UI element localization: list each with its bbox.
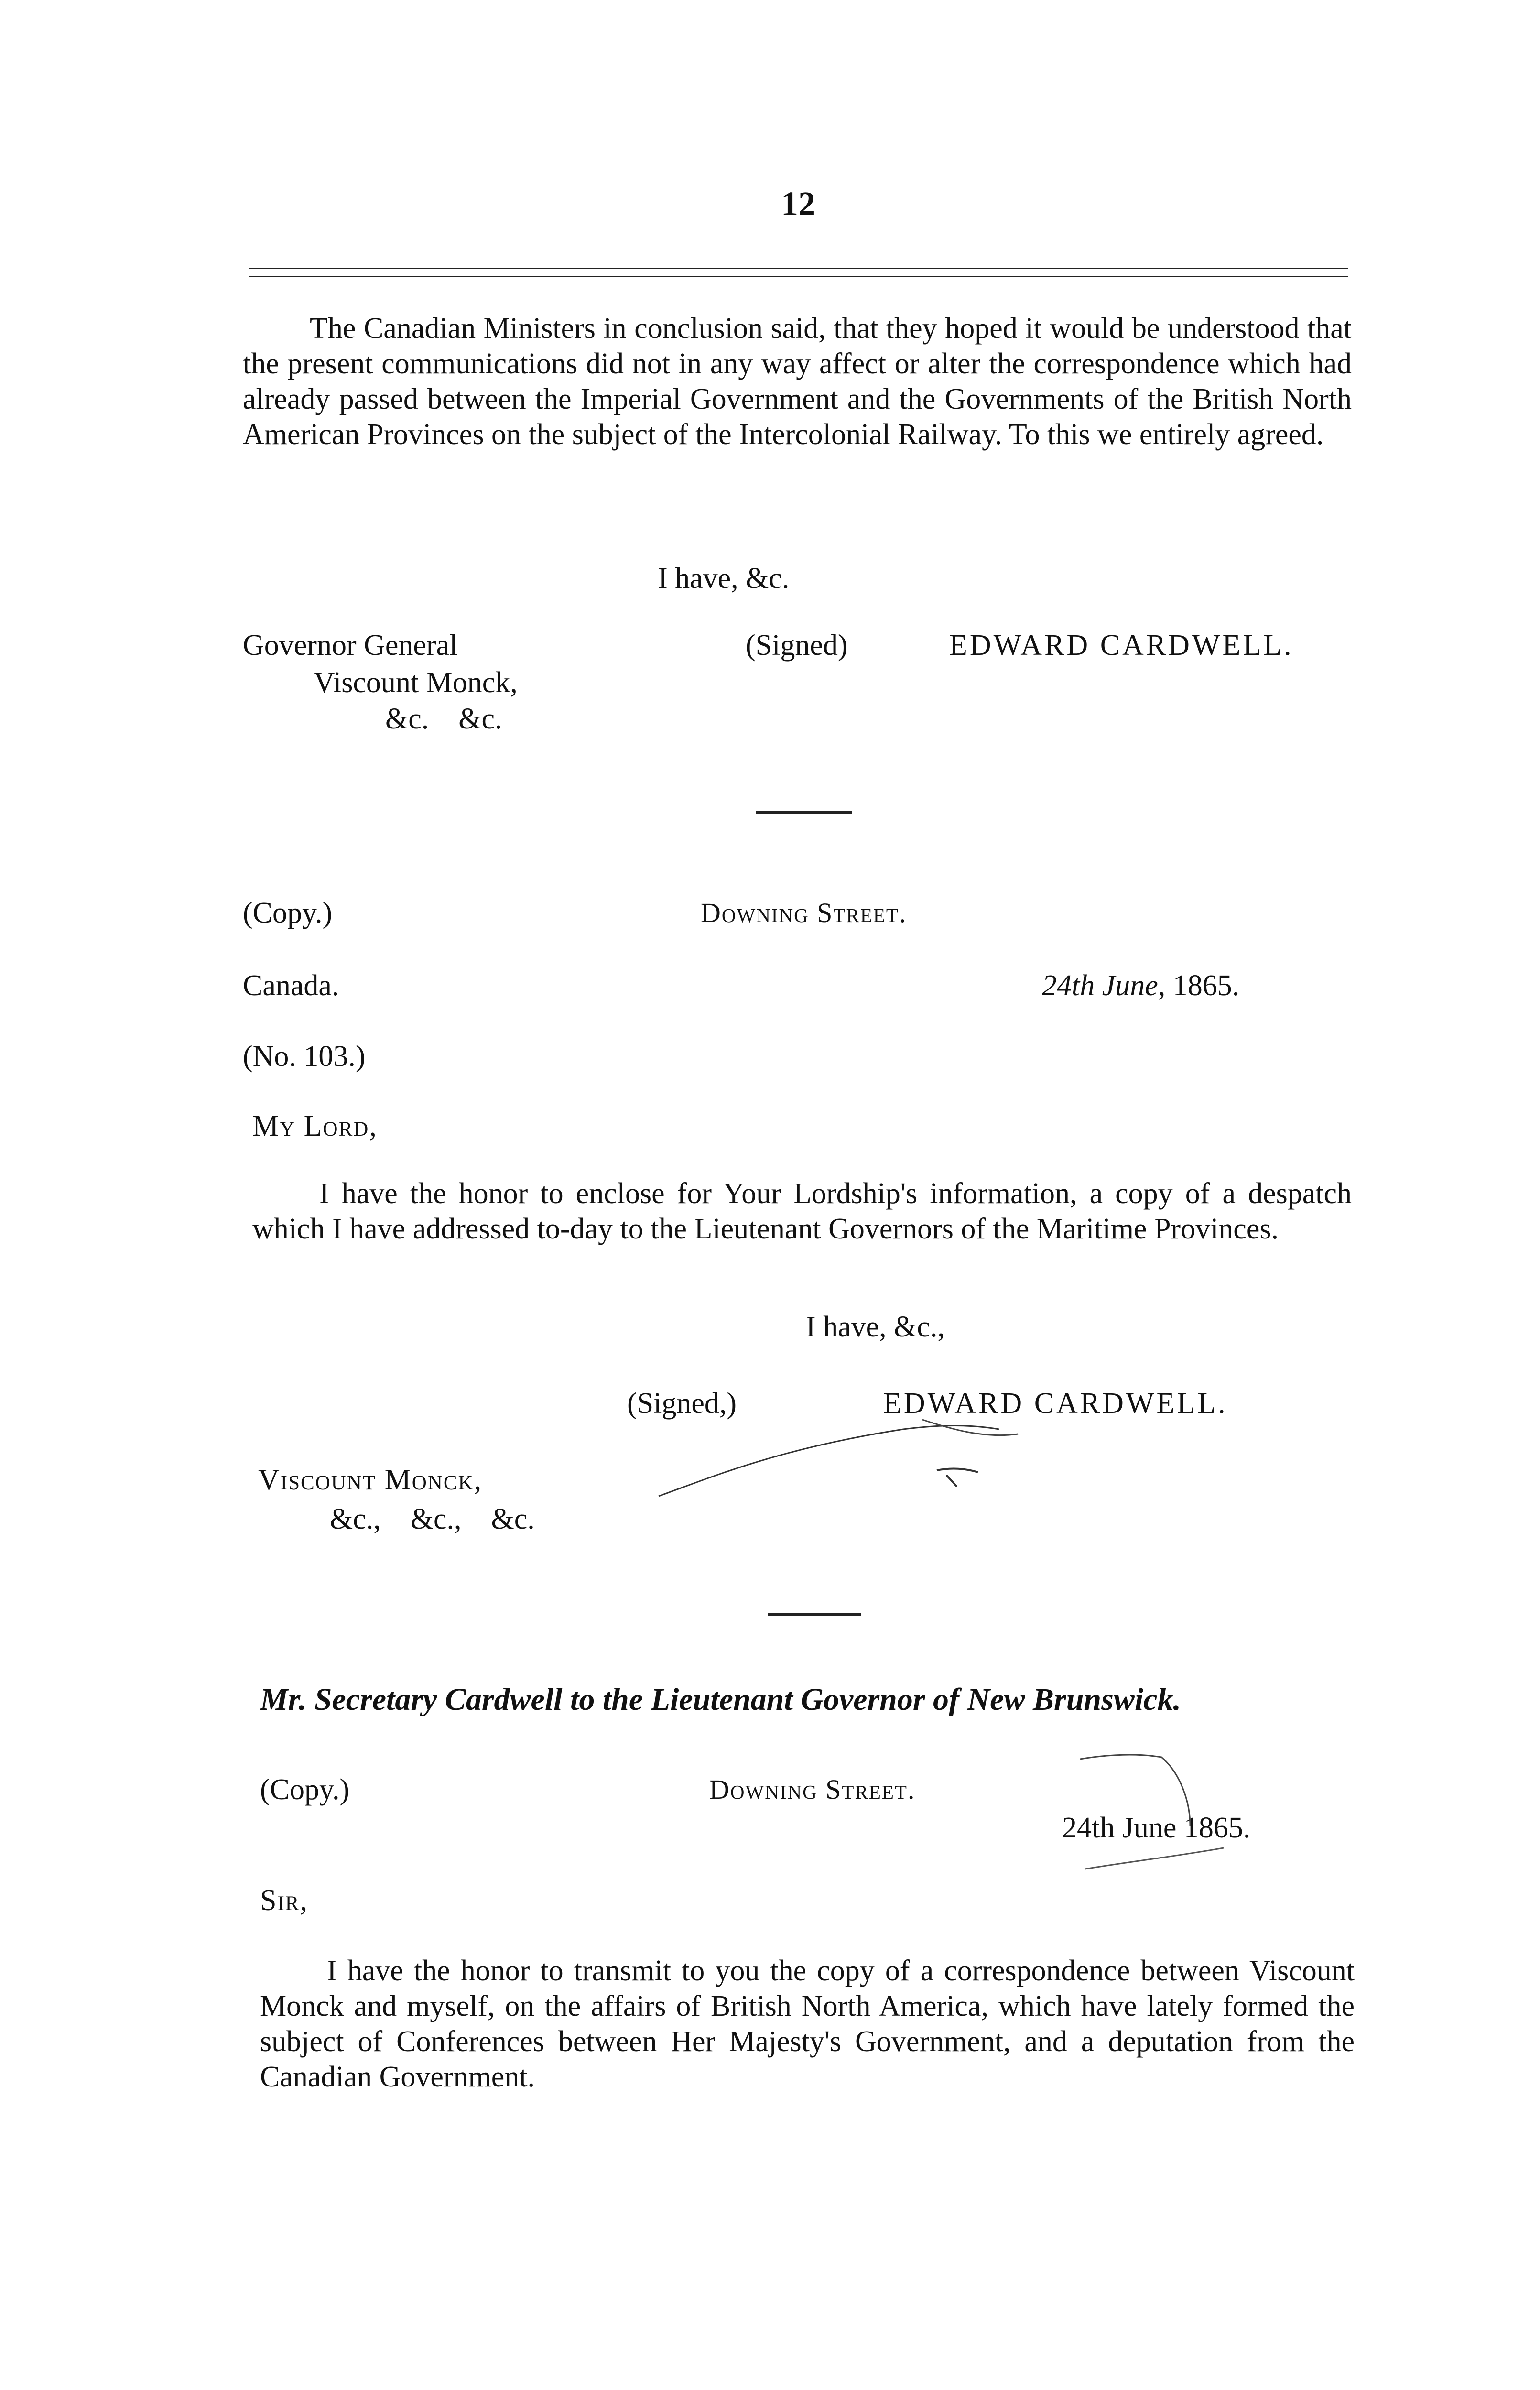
- letter2-signer: EDWARD CARDWELL.: [883, 1387, 1228, 1420]
- letter2-closing: I have, &c.,: [806, 1311, 945, 1343]
- letter2-addressee-name: Viscount Monck,: [258, 1464, 483, 1496]
- letter2-date-day: 24th June,: [1042, 969, 1166, 1002]
- letter1-addressee-line2: Viscount Monck,: [314, 666, 518, 699]
- letter2-place: Downing Street.: [701, 897, 907, 928]
- letter3-heading: Mr. Secretary Cardwell to the Lieutenant Governor of New Brunswick.: [260, 1682, 1181, 1717]
- letter3-salutation: Sir,: [260, 1884, 308, 1917]
- letter2-signed-label: (Signed,): [627, 1387, 737, 1420]
- letter2-addressee-etc: &c., &c., &c.: [330, 1503, 535, 1535]
- letter2-paragraph: I have the honor to enclose for Your Lordship's information, a copy of a despatch which I have addressed to-day to the Lieutenant Governors of the Maritime Provinces.: [252, 1177, 1352, 1245]
- letter3-paragraph: I have the honor to transmit to you the copy of a correspondence between Viscount Monck and myself, on the affairs of British North America, which have lately formed the subject of Conferences between Her Majesty's Government, and a deputation from the Canadian Government.: [260, 1955, 1355, 2093]
- letter3-copy-label: (Copy.): [260, 1773, 350, 1806]
- letter1-paragraph: The Canadian Ministers in conclusion said, that they hoped it would be understood that the present communications did not in any way affect or alter the correspondence which had already passed between the Imperial Government and the Governments of the British North American Provinces on the subject of the Intercolonial Railway. To this we entirely agreed.: [243, 312, 1352, 451]
- header-double-rule: [249, 268, 1348, 277]
- letter2-date: [1042, 967, 1239, 1004]
- section-divider-2: [768, 1613, 861, 1616]
- letter1-signed-label: (Signed): [746, 629, 848, 662]
- page-number: 12: [781, 185, 815, 223]
- letter2-date-year: 1865.: [1172, 969, 1240, 1002]
- letter1-closing: I have, &c.: [658, 562, 790, 595]
- letter1-addressee-line1: Governor General: [243, 629, 458, 662]
- date-flourish: [1071, 1749, 1262, 1883]
- signature-flourish: [655, 1415, 1085, 1510]
- letter3-date: 24th June 1865.: [1062, 1812, 1251, 1844]
- letter2-number: (No. 103.): [243, 1040, 366, 1073]
- letter2-salutation: My Lord,: [252, 1110, 378, 1142]
- letter2-province: Canada.: [243, 969, 339, 1002]
- letter3-place: Downing Street.: [709, 1774, 916, 1805]
- letter1-signer: EDWARD CARDWELL.: [949, 629, 1294, 662]
- section-divider-1: [756, 811, 852, 814]
- letter1-addressee-line3: &c. &c.: [385, 703, 502, 735]
- letter2-copy-label: (Copy.): [243, 897, 333, 929]
